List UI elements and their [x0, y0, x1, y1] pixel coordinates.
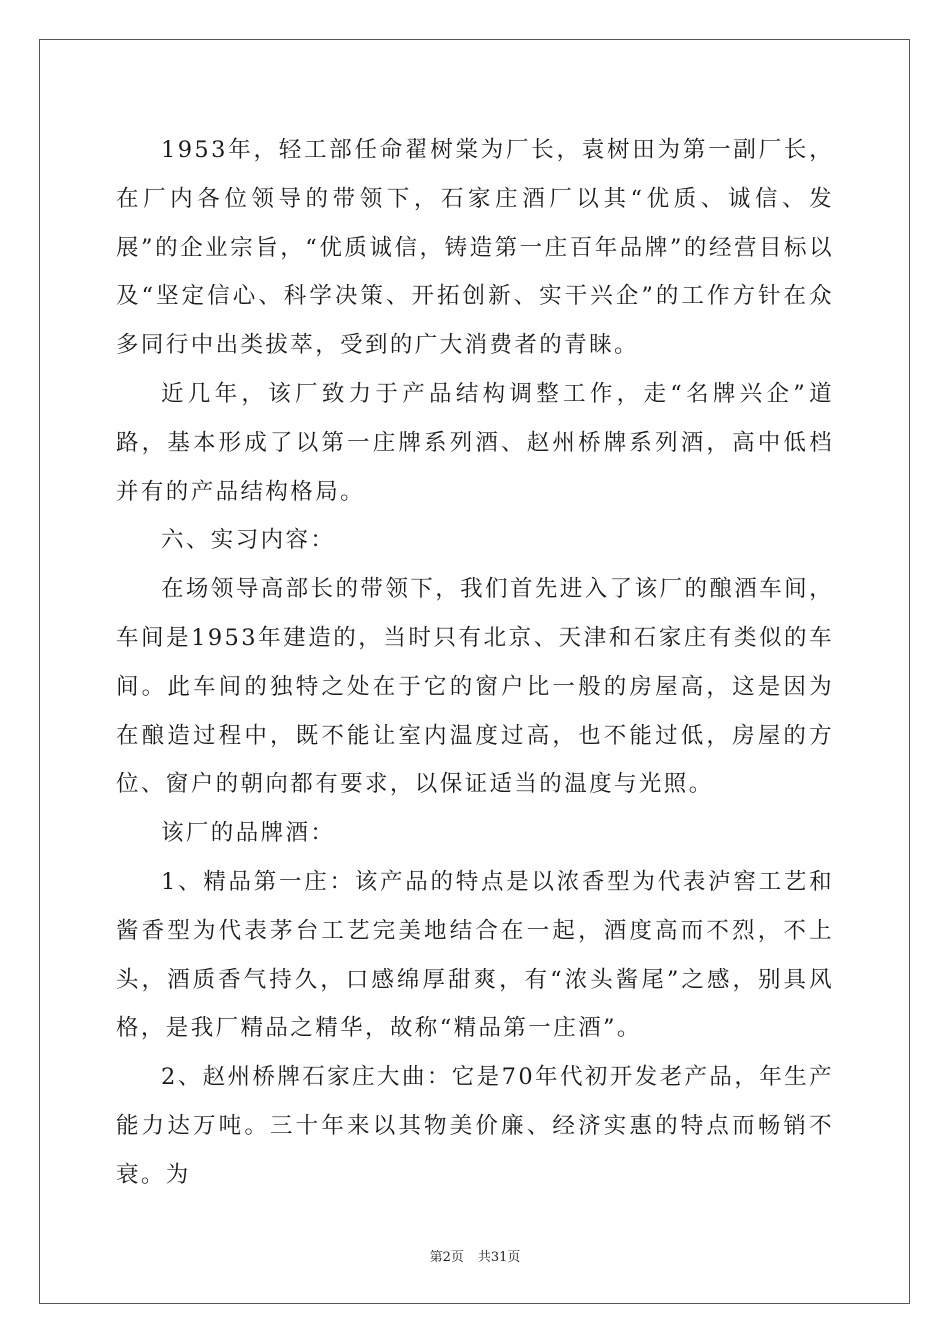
section-heading-internship: 六、实习内容：: [161, 527, 336, 554]
page-footer: [0, 1246, 950, 1265]
paragraph-workshop: 在场领导高部长的带领下，我们首先进入了该厂的酿酒车间，车间是1953年建造的，当时只有北京、天津和石家庄有类似的车间。此车间的独特之处在于它的窗户比一般的房屋高，这是因为在酿造过程中，既不能让室内温度过高，也不能过低，房屋的方位、窗户的朝向都有要求，以保证适当的温度与光照。: [116, 576, 834, 798]
page-total: 共31页: [477, 1250, 521, 1265]
paragraph-brand-2: 2、赵州桥牌石家庄大曲：它是70年代初开发老产品，年生产能力达万吨。三十年来以其物美价廉、经济实惠的特点而畅销不衰。为: [116, 1064, 834, 1188]
page-number: 第2页: [429, 1250, 464, 1265]
document-body: [116, 126, 834, 1200]
paragraph-brand-1: 1、精品第一庄：该产品的特点是以浓香型为代表泸窖工艺和酱香型为代表茅台工艺完美地结合在一起，酒度高而不烈，不上头，酒质香气持久，口感绵厚甜爽，有“浓头酱尾”之感，别具风格，是我厂精品之精华，故称“精品第一庄酒”。: [116, 868, 834, 1042]
section-heading-brands: 该厂的品牌酒：: [161, 820, 336, 847]
paragraph-product-structure: 近几年，该厂致力于产品结构调整工作，走“名牌兴企”道路，基本形成了以第一庄牌系列酒、赵州桥牌系列酒，高中低档并有的产品结构格局。: [116, 380, 834, 505]
paragraph-history: 1953年，轻工部任命翟树棠为厂长，袁树田为第一副厂长，在厂内各位领导的带领下，石家庄酒厂以其“优质、诚信、发展”的企业宗旨，“优质诚信，铸造第一庄百年品牌”的经营目标以及“坚定信心、科学决策、开拓创新、实干兴企”的工作方针在众多同行中出类拔萃，受到的广大消费者的青睐。: [116, 137, 834, 359]
